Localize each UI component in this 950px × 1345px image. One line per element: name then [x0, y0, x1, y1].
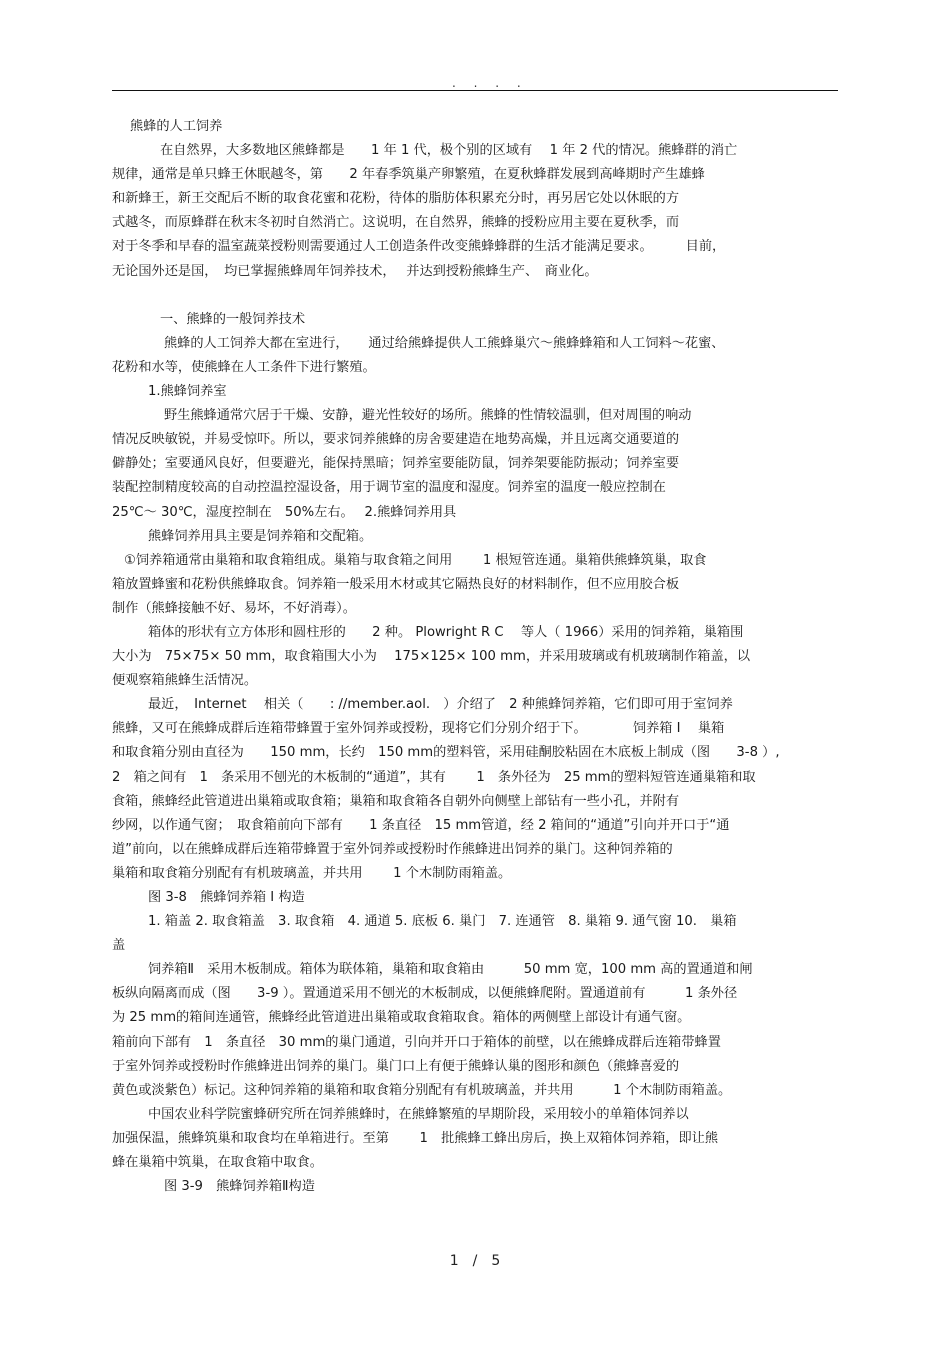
text-line: 箱体的形状有立方体形和圆柱形的 2 种。 Plowright R C 等人（ 1966）采用的饲养箱，巢箱围 [148, 624, 744, 640]
text-line: 1. 箱盖 2. 取食箱盖 3. 取食箱 4. 通道 5. 底板 6. 巢门 7. 连通管 8. 巢箱 9. 通气窗 10. 巢箱 [148, 914, 737, 930]
text-line: 1.熊蜂饲养室 [148, 384, 227, 400]
text-line: 和新蜂王，新王交配后不断的取食花蜜和花粉，待体的脂肪体积累充分时，再另居它处以休眠的方 [112, 191, 680, 207]
text-line: 箱前向下部有 1 条直径 30 mm的巢门通道，引向并开口于箱体的前壁，以在熊蜂成群后连箱带蜂置 [112, 1034, 721, 1050]
text-line: 蜂在巢箱中筑巢，在取食箱中取食。 [112, 1155, 323, 1171]
document-body [112, 115, 834, 1199]
header-dots: . . . . [452, 76, 528, 90]
text-line: 中国农业科学院蜜蜂研究所在饲养熊蜂时，在熊蜂繁殖的早期阶段，采用较小的单箱体饲养以 [148, 1106, 689, 1122]
text-line: 盖 [112, 938, 126, 954]
text-line: 和取食箱分别由直径为 150 mm，长约 150 mm的塑料管，采用硅酮胶粘固在木底板上制成（图 3-8 ）, [112, 745, 780, 761]
text-line: 制作（熊蜂接触不好、易坏，不好消毒）。 [112, 600, 356, 616]
text-line: 最近， Internet 相关（ : //member.aol. ）介绍了 2 种熊蜂饲养箱，它们即可用于室饲养 [148, 697, 733, 713]
text-line: 大小为 75×75× 50 mm，取食箱围大小为 175×125× 100 mm，并采用玻璃或有机玻璃制作箱盖，以 [112, 649, 751, 665]
text-line: 道”前向，以在熊蜂成群后连箱带蜂置于室外饲养或授粉时作熊蜂进出饲养的巢门。这种饲养箱的 [112, 841, 673, 857]
text-line: 2 箱之间有 1 条采用不刨光的木板制的“通道”，其有 1 条外径为 25 mm的塑料短管连通巢箱和取 [112, 769, 756, 785]
text-line: 规律，通常是单只蜂王休眠越冬，第 2 年春季筑巢产卵繁殖，在夏秋蜂群发展到高峰期时产生雄蜂 [112, 167, 705, 183]
text-line: 熊蜂饲养用具主要是饲养箱和交配箱。 [148, 528, 373, 544]
text-line: 一、熊蜂的一般饲养技术 [160, 311, 306, 327]
text-line: 熊蜂，又可在熊蜂成群后连箱带蜂置于室外饲养或授粉，现将它们分别介绍于下。 饲养箱 I 巢箱 [112, 721, 725, 737]
text-line: 在自然界，大多数地区熊蜂都是 1 年 1 代，极个别的区域有 1 年 2 代的情况。熊蜂群的消亡 [160, 143, 738, 159]
text-line: 饲养箱Ⅱ 采用木板制成。箱体为联体箱，巢箱和取食箱由 50 mm 宽，100 mm 高的置通道和闸 [148, 962, 753, 978]
text-line: 食箱，熊蜂经此管道进出巢箱或取食箱；巢箱和取食箱各自朝外向侧壁上部钻有一些小孔，并附有 [112, 793, 680, 809]
text-line: 纱网，以作通气窗； 取食箱前向下部有 1 条直径 15 mm管道，经 2 箱间的“通道”引向并开口于“通 [112, 817, 730, 833]
header-rule [112, 90, 838, 91]
text-line: ①饲养箱通常由巢箱和取食箱组成。巢箱与取食箱之间用 1 根短管连通。巢箱供熊蜂筑巢，取食 [124, 552, 707, 568]
text-line: 于室外饲养或授粉时作熊蜂进出饲养的巢门。巢门口上有便于熊蜂认巢的图形和颜色（熊蜂喜爱的 [112, 1058, 680, 1074]
text-line: 加强保温，熊蜂筑巢和取食均在单箱进行。至第 1 批熊蜂工蜂出房后，换上双箱体饲养箱，即让熊 [112, 1130, 719, 1146]
text-line: 巢箱和取食箱分别配有有机玻璃盖，并共用 1 个木制防雨箱盖。 [112, 865, 512, 881]
text-line: 野生熊蜂通常穴居于干燥、安静，避光性较好的场所。熊蜂的性情较温驯，但对周围的响动 [164, 408, 692, 424]
text-line: 黄色或淡紫色）标记。这种饲养箱的巢箱和取食箱分别配有有机玻璃盖，并共用 1 个木制防雨箱盖。 [112, 1082, 732, 1098]
text-line: 僻静处；室要通风良好，但要避光，能保持黑暗；饲养室要能防鼠，饲养架要能防振动；饲养室要 [112, 456, 680, 472]
text-line: 无论国外还是国， 均已掌握熊蜂周年饲养技术， 并达到授粉熊蜂生产、 商业化。 [112, 263, 598, 279]
text-line: 熊蜂的人工饲养 [130, 119, 223, 134]
text-line: 为 25 mm的箱间连通管，熊蜂经此管道进出巢箱或取食箱取食。箱体的两侧壁上部设计有通气窗。 [112, 1010, 691, 1026]
text-line: 熊蜂的人工饲养大都在室进行， 通过给熊蜂提供人工熊蜂巢穴～熊蜂蜂箱和人工饲料～花蜜、 [164, 335, 725, 351]
text-line: 25℃～ 30℃，湿度控制在 50%左右。 2.熊蜂饲养用具 [112, 504, 457, 520]
text-line: 装配控制精度较高的自动控温控湿设备，用于调节室的温度和湿度。饲养室的温度一般应控制在 [112, 480, 666, 496]
text-line: 便观察箱熊蜂生活情况。 [112, 673, 258, 689]
blank-line [112, 284, 834, 308]
text-line: 花粉和水等，使熊蜂在人工条件下进行繁殖。 [112, 359, 376, 375]
page-number: 1 / 5 [449, 1253, 501, 1269]
text-line: 板纵向隔离而成（图 3-9 ）。置通道采用不刨光的木板制成，以便熊蜂爬附。置通道前有 1 条外径 [112, 986, 738, 1002]
text-line: 图 3-8 熊蜂饲养箱 I 构造 [148, 890, 305, 905]
text-line: 情况反映敏锐，并易受惊吓。所以，要求饲养熊蜂的房舍要建造在地势高燥，并且远离交通要道的 [112, 432, 680, 448]
text-line: 图 3-9 熊蜂饲养箱Ⅱ构造 [164, 1179, 315, 1195]
text-line: 对于冬季和早春的温室蔬菜授粉则需要通过人工创造条件改变熊蜂蜂群的生活才能满足要求。 目前， [112, 239, 726, 255]
text-line: 式越冬，而原蜂群在秋末冬初时自然消亡。这说明，在自然界，熊蜂的授粉应用主要在夏秋季，而 [112, 215, 680, 231]
text-line: 箱放置蜂蜜和花粉供熊蜂取食。饲养箱一般采用木材或其它隔热良好的材料制作，但不应用胶合板 [112, 576, 680, 592]
